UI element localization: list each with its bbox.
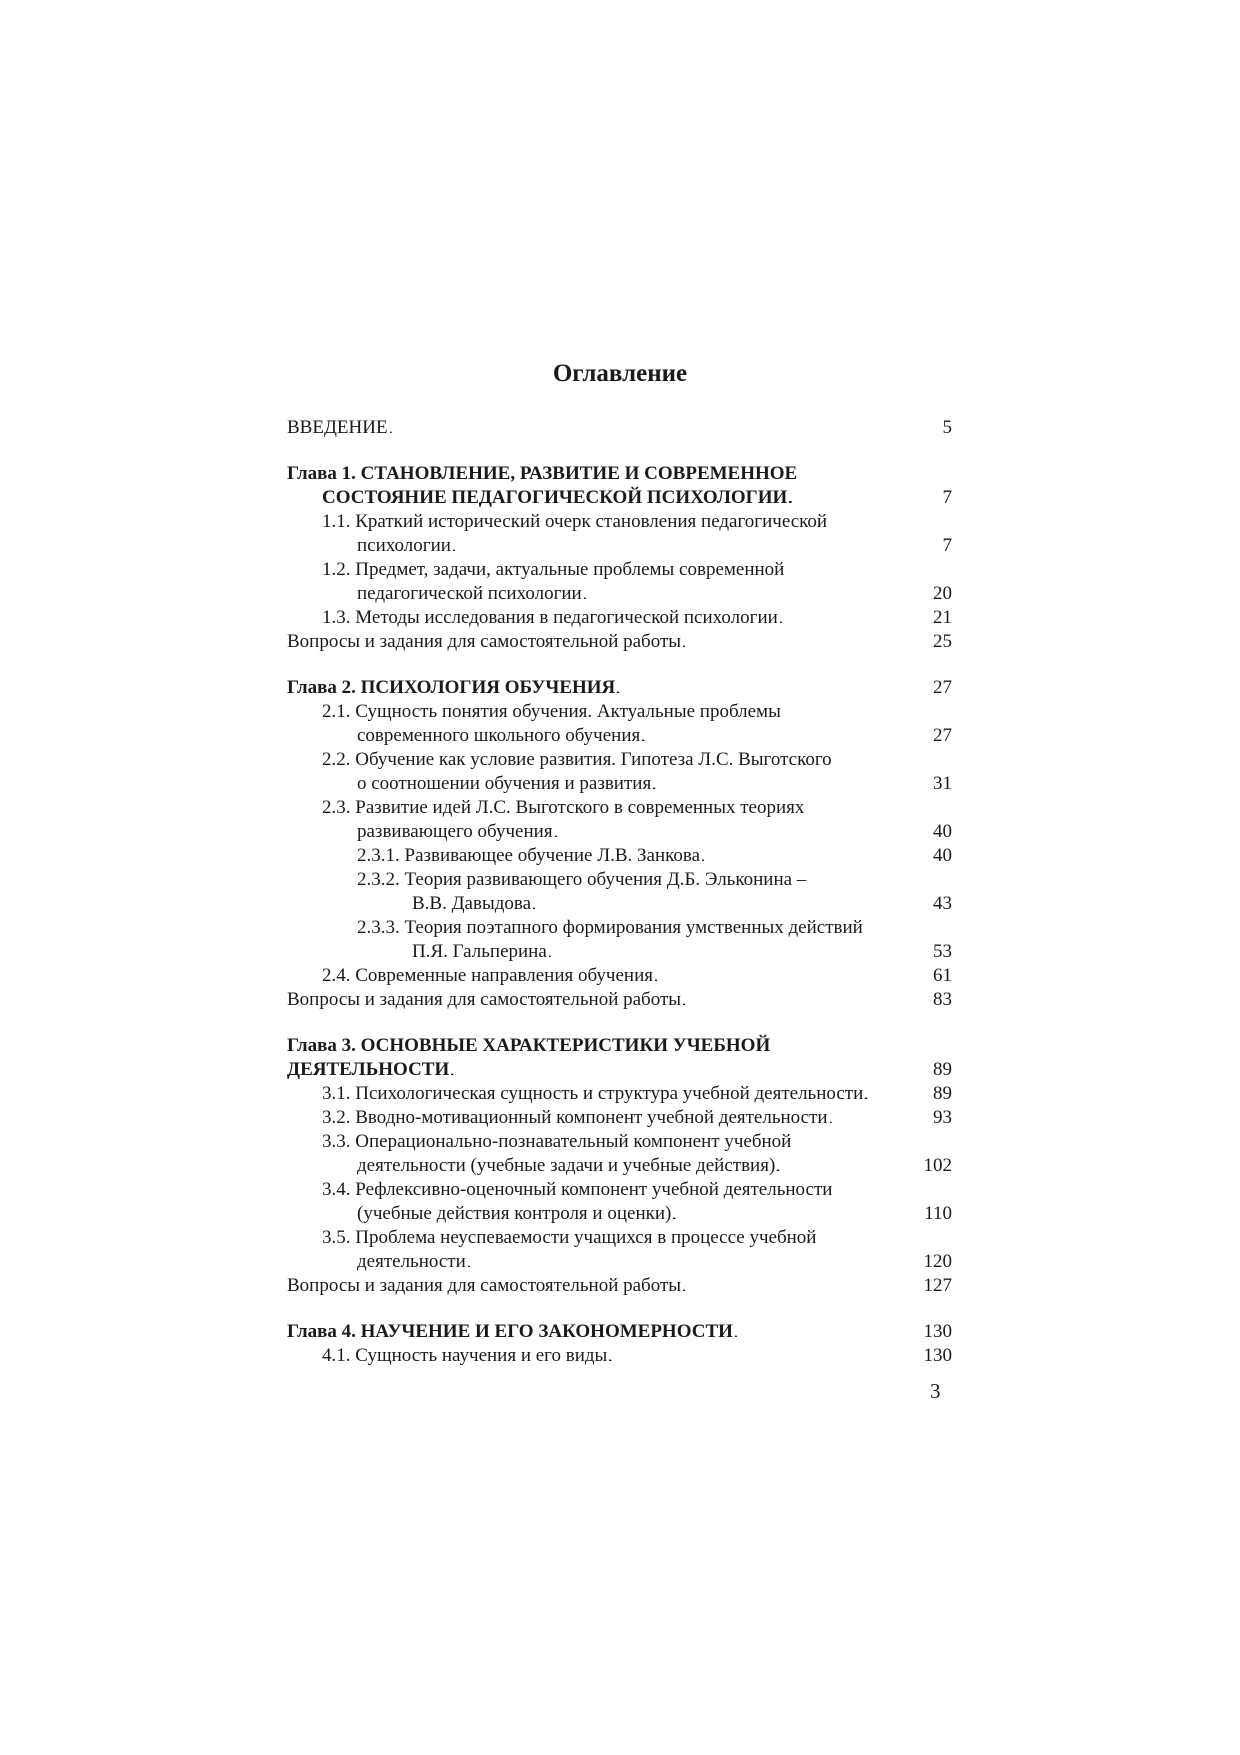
entry-page: 21 <box>933 607 952 628</box>
entry-title: развивающего обучения <box>357 821 553 842</box>
toc-section-2-2-cont[interactable] <box>287 772 952 796</box>
entry-page: 89 <box>933 1059 952 1080</box>
entry-page: 31 <box>933 773 952 794</box>
toc-chapter-3-title[interactable] <box>287 1034 952 1058</box>
toc-section-2-3-1[interactable] <box>287 844 952 868</box>
entry-title: 1.1. Краткий исторический очерк становления педагогической <box>322 511 828 532</box>
toc-section-2-3-2[interactable] <box>287 868 952 892</box>
toc-section-1-2-cont[interactable] <box>287 582 952 606</box>
toc-section-3-3-cont[interactable] <box>287 1154 952 1178</box>
toc-chapter-2-title[interactable] <box>287 676 952 700</box>
entry-title: ДЕЯТЕЛЬНОСТИ <box>287 1059 450 1080</box>
dot-leader <box>549 940 931 965</box>
entry-page: 5 <box>942 417 952 438</box>
dot-leader <box>673 1202 922 1227</box>
entry-page: 61 <box>933 965 952 986</box>
entry-title: 3.2. Вводно-мотивационный компонент учебной деятельности <box>322 1107 828 1128</box>
entry-page: 40 <box>933 845 952 866</box>
toc-questions-1[interactable] <box>287 630 952 654</box>
page-number: 3 <box>930 1379 941 1403</box>
entry-page: 27 <box>933 725 952 746</box>
entry-page: 120 <box>923 1251 952 1272</box>
dot-leader <box>780 606 931 631</box>
entry-page: 93 <box>933 1107 952 1128</box>
toc-section-3-4[interactable] <box>287 1178 952 1202</box>
entry-page: 127 <box>923 1275 952 1296</box>
dot-leader <box>702 844 931 869</box>
entry-title: Вопросы и задания для самостоятельной работы <box>287 631 682 652</box>
entry-title: психологии <box>357 535 451 556</box>
dot-leader <box>865 1082 931 1107</box>
entry-page: 53 <box>933 941 952 962</box>
dot-leader <box>533 892 931 917</box>
entry-page: 43 <box>933 893 952 914</box>
entry-title: Глава 1. СТАНОВЛЕНИЕ, РАЗВИТИЕ И СОВРЕМЕННОЕ <box>287 463 798 484</box>
entry-title: 2.3. Развитие идей Л.С. Выготского в современных теориях <box>322 797 805 818</box>
entry-title: Глава 3. ОСНОВНЫЕ ХАРАКТЕРИСТИКИ УЧЕБНОЙ <box>287 1035 771 1056</box>
dot-leader <box>584 582 931 607</box>
entry-title: деятельности <box>357 1251 466 1272</box>
dot-leader <box>655 964 931 989</box>
entry-title: СОСТОЯНИЕ ПЕДАГОГИЧЕСКОЙ ПСИХОЛОГИИ <box>322 487 788 508</box>
entry-title: В.В. Давыдова <box>412 893 532 914</box>
dot-leader <box>555 820 931 845</box>
toc-section-2-2[interactable] <box>287 748 952 772</box>
toc-section-2-1[interactable] <box>287 700 952 724</box>
table-of-contents <box>287 416 952 1368</box>
entry-title: 1.2. Предмет, задачи, актуальные проблемы современной <box>322 559 785 580</box>
dot-leader <box>735 1320 922 1345</box>
toc-section-2-3-cont[interactable] <box>287 820 952 844</box>
entry-page: 25 <box>933 631 952 652</box>
dot-leader <box>683 630 931 655</box>
toc-questions-3[interactable] <box>287 1274 952 1298</box>
entry-title: Глава 2. ПСИХОЛОГИЯ ОБУЧЕНИЯ <box>287 677 616 698</box>
entry-title: 2.4. Современные направления обучения <box>322 965 653 986</box>
entry-title: Глава 4. НАУЧЕНИЕ И ЕГО ЗАКОНОМЕРНОСТИ <box>287 1321 733 1342</box>
entry-page: 102 <box>923 1155 952 1176</box>
dot-leader <box>642 724 931 749</box>
entry-title: о соотношении обучения и развития <box>357 773 652 794</box>
entry-title: деятельности (учебные задачи и учебные действия) <box>357 1155 776 1176</box>
toc-section-2-4[interactable] <box>287 964 952 988</box>
entry-title: Вопросы и задания для самостоятельной работы <box>287 1275 682 1296</box>
dot-leader <box>609 1344 921 1369</box>
entry-page: 7 <box>942 487 952 508</box>
entry-page: 130 <box>923 1345 952 1366</box>
entry-title: ВВЕДЕНИЕ <box>287 417 388 438</box>
toc-chapter-3-title-cont[interactable] <box>287 1058 952 1082</box>
entry-page: 110 <box>924 1203 952 1224</box>
entry-title: 4.1. Сущность научения и его виды <box>322 1345 608 1366</box>
entry-title: современного школьного обучения <box>357 725 641 746</box>
toc-entry-introduction[interactable] <box>287 416 952 440</box>
page-title: Оглавление <box>552 360 688 387</box>
entry-page: 40 <box>933 821 952 842</box>
dot-leader <box>451 1058 931 1083</box>
dot-leader <box>830 1106 931 1131</box>
dot-leader <box>683 1274 921 1299</box>
toc-section-3-4-cont[interactable] <box>287 1202 952 1226</box>
toc-section-3-5[interactable] <box>287 1226 952 1250</box>
toc-section-2-3-3[interactable] <box>287 916 952 940</box>
entry-page: 83 <box>933 989 952 1010</box>
toc-section-3-1[interactable] <box>287 1082 952 1106</box>
dot-leader <box>390 416 941 441</box>
entry-title: 1.3. Методы исследования в педагогической психологии <box>322 607 778 628</box>
dot-leader <box>617 676 931 701</box>
toc-section-3-2[interactable] <box>287 1106 952 1130</box>
toc-chapter-4-title[interactable] <box>287 1320 952 1344</box>
entry-title: 2.1. Сущность понятия обучения. Актуальные проблемы <box>322 701 781 722</box>
entry-title: 3.4. Рефлексивно-оценочный компонент учебной деятельности <box>322 1179 833 1200</box>
toc-section-1-1-cont[interactable] <box>287 534 952 558</box>
entry-title: Вопросы и задания для самостоятельной работы <box>287 989 682 1010</box>
entry-title: (учебные действия контроля и оценки) <box>357 1203 672 1224</box>
toc-section-3-5-cont[interactable] <box>287 1250 952 1274</box>
entry-title: 2.3.2. Теория развивающего обучения Д.Б. Эльконина – <box>357 869 807 890</box>
entry-page: 20 <box>933 583 952 604</box>
entry-page: 7 <box>942 535 952 556</box>
entry-title: 3.1. Психологическая сущность и структура учебной деятельности <box>322 1083 864 1104</box>
dot-leader <box>468 1250 922 1275</box>
dot-leader <box>683 988 931 1013</box>
toc-section-2-3-2-cont[interactable] <box>287 892 952 916</box>
entry-title: педагогической психологии <box>357 583 582 604</box>
toc-section-2-3[interactable] <box>287 796 952 820</box>
toc-section-3-3[interactable] <box>287 1130 952 1154</box>
toc-chapter-1-title[interactable] <box>287 462 952 486</box>
toc-section-2-3-3-cont[interactable] <box>287 940 952 964</box>
entry-title: 2.3.3. Теория поэтапного формирования умственных действий <box>357 917 863 938</box>
dot-leader <box>789 486 940 511</box>
entry-title: 2.3.1. Развивающее обучение Л.В. Занкова <box>357 845 701 866</box>
toc-section-2-1-cont[interactable] <box>287 724 952 748</box>
dot-leader <box>453 534 941 559</box>
dot-leader <box>777 1154 921 1179</box>
entry-page: 130 <box>923 1321 952 1342</box>
entry-page: 89 <box>933 1083 952 1104</box>
entry-page: 27 <box>933 677 952 698</box>
toc-section-4-1[interactable] <box>287 1344 952 1368</box>
toc-questions-2[interactable] <box>287 988 952 1012</box>
entry-title: 3.5. Проблема неуспеваемости учащихся в процессе учебной <box>322 1227 817 1248</box>
toc-section-1-1[interactable] <box>287 510 952 534</box>
entry-title: 2.2. Обучение как условие развития. Гипотеза Л.С. Выготского <box>322 749 832 770</box>
entry-title: П.Я. Гальперина <box>412 941 547 962</box>
toc-section-1-3[interactable] <box>287 606 952 630</box>
dot-leader <box>653 772 931 797</box>
entry-title: 3.3. Операционально-познавательный компонент учебной <box>322 1131 792 1152</box>
toc-section-1-2[interactable] <box>287 558 952 582</box>
toc-chapter-1-title-cont[interactable] <box>287 486 952 510</box>
